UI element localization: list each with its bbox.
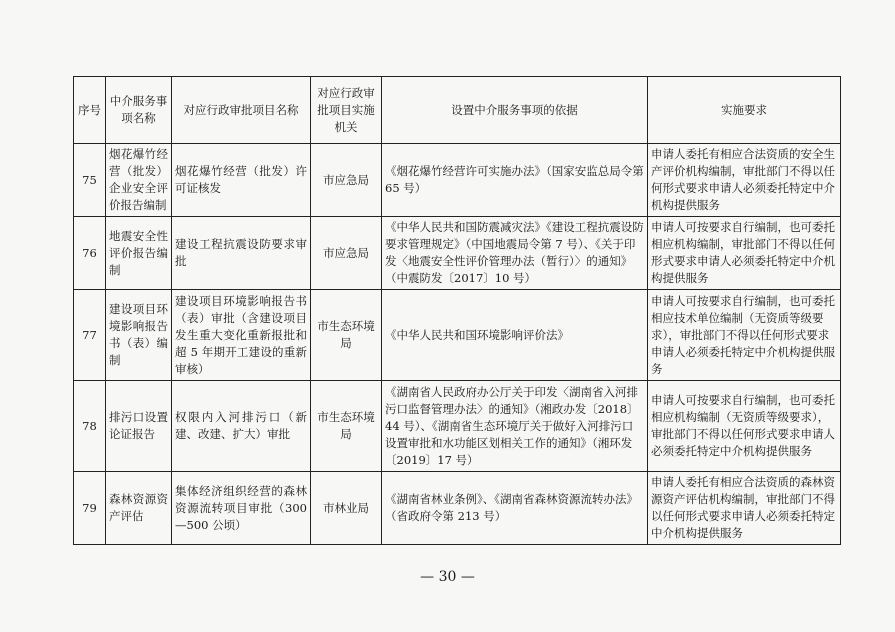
service-name: 建设项目环境影响报告书（表）编制 <box>106 290 172 381</box>
basis-text: 《烟花爆竹经营许可实施办法》（国家安监总局令第 65 号） <box>382 144 648 217</box>
service-name: 排污口设置论证报告 <box>106 381 172 472</box>
basis-text: 《湖南省林业条例》、《湖南省森林资源流转办法》（省政府令第 213 号） <box>382 472 648 545</box>
row-number: 78 <box>74 381 106 472</box>
service-name: 烟花爆竹经营（批发）企业安全评价报告编制 <box>106 144 172 217</box>
row-number: 76 <box>74 217 106 290</box>
approval-org: 市应急局 <box>311 144 382 217</box>
service-name: 森林资源资产评估 <box>106 472 172 545</box>
requirement-text: 申请人委托有相应合法资质的安全生产评价机构编制，审批部门不得以任何形式要求申请人必须委托特定中介机构提供服务 <box>648 144 841 217</box>
page-number: — 30 — <box>420 569 475 585</box>
header-approval-org: 对应行政审批项目实施机关 <box>311 77 382 144</box>
table-row <box>74 217 841 290</box>
header-service-name: 中介服务事项名称 <box>106 77 172 144</box>
requirement-text: 申请人委托有相应合法资质的森林资源资产评估机构编制，审批部门不得以任何形式要求申请人必须委托特定中介机构提供服务 <box>648 472 841 545</box>
row-number: 79 <box>74 472 106 545</box>
approval-org: 市生态环境局 <box>311 381 382 472</box>
requirement-text: 申请人可按要求自行编制，也可委托相应机构编制，审批部门不得以任何形式要求申请人必须委托特定中介机构提供服务 <box>648 217 841 290</box>
row-number: 77 <box>74 290 106 381</box>
approval-item: 建设项目环境影响报告书（表）审批（含建设项目发生重大变化重新报批和超 5 年期开工建设的重新审核） <box>172 290 311 381</box>
basis-text: 《中华人民共和国防震减灾法》《建设工程抗震设防要求管理规定》（中国地震局令第 7 号）、《关于印发〈地震安全性评价管理办法（暂行）〉的通知》（中震防发〔2017〕10 号） <box>382 217 648 290</box>
approval-org: 市生态环境局 <box>311 290 382 381</box>
approval-org: 市应急局 <box>311 217 382 290</box>
table-row <box>74 290 841 381</box>
header-num: 序号 <box>74 77 106 144</box>
header-requirement: 实施要求 <box>648 77 841 144</box>
approval-item: 集体经济组织经营的森林资源流转项目审批（300—500 公顷） <box>172 472 311 545</box>
table-row <box>74 472 841 545</box>
approval-item: 权限内入河排污口（新建、改建、扩大）审批 <box>172 381 311 472</box>
approval-item: 建设工程抗震设防要求审批 <box>172 217 311 290</box>
table-row <box>74 381 841 472</box>
requirement-text: 申请人可按要求自行编制，也可委托相应技术单位编制（无资质等级要求），审批部门不得以任何形式要求申请人必须委托特定中介机构提供服务 <box>648 290 841 381</box>
table-row <box>74 144 841 217</box>
header-basis: 设置中介服务事项的依据 <box>382 77 648 144</box>
basis-text: 《湖南省人民政府办公厅关于印发〈湖南省入河排污口监督管理办法〉的通知》（湘政办发〔2018〕44 号）、《湖南省生态环境厅关于做好入河排污口设置审批和水功能区划相关工作的通知》（湘环发〔2019〕17 号） <box>382 381 648 472</box>
basis-text: 《中华人民共和国环境影响评价法》 <box>382 290 648 381</box>
intermediary-services-table <box>73 76 841 545</box>
approval-org: 市林业局 <box>311 472 382 545</box>
approval-item: 烟花爆竹经营（批发）许可证核发 <box>172 144 311 217</box>
requirement-text: 申请人可按要求自行编制，也可委托相应机构编制（无资质等级要求），审批部门不得以任何形式要求申请人必须委托特定中介机构提供服务 <box>648 381 841 472</box>
row-number: 75 <box>74 144 106 217</box>
header-approval-item: 对应行政审批项目名称 <box>172 77 311 144</box>
service-name: 地震安全性评价报告编制 <box>106 217 172 290</box>
table-header-row <box>74 77 841 144</box>
